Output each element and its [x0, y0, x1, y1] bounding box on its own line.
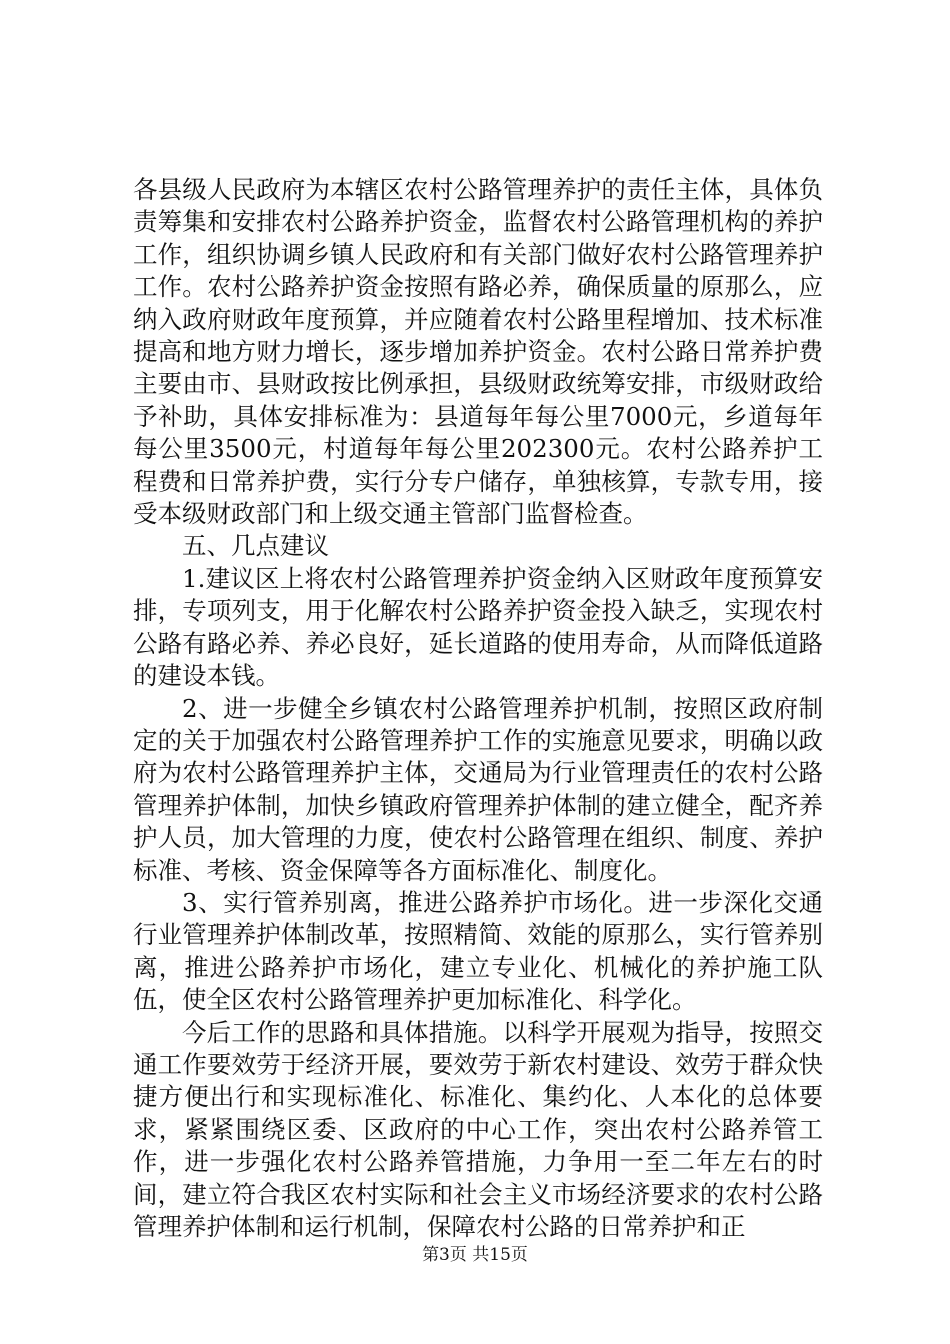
paragraph-future-work: 今后工作的思路和具体措施。以科学开展观为指导，按照交通工作要效劳于经济开展，要效劳于新农村建设、效劳于群众快捷方便出行和实现标准化、标准化、集约化、人本化的总体要求，紧紧围绕区委、区政府的中心工作，突出农村公路养管工作，进一步强化农村公路养管措施，力争用一至二年左右的时间，建立符合我区农村实际和社会主义市场经济要求的农村公路管理养护体制和运行机制，保障农村公路的日常养护和正 [133, 1017, 823, 1241]
paragraph-suggestion-2: 2、进一步健全乡镇农村公路管理养护机制，按照区政府制定的关于加强农村公路管理养护工作的实施意见要求，明确以政府为农村公路管理养护主体，交通局为行业管理责任的农村公路管理养护体制，加快乡镇政府管理养护体制的建立健全，配齐养护人员，加大管理的力度，使农村公路管理在组织、制度、养护标准、考核、资金保障等各方面标准化、制度化。 [133, 693, 823, 885]
paragraph-suggestion-3: 3、实行管养别离，推进公路养护市场化。进一步深化交通行业管理养护体制改革，按照精简、效能的原那么，实行管养别离，推进公路养护市场化，建立专业化、机械化的养护施工队伍，使全区农村公路管理养护更加标准化、科学化。 [133, 887, 823, 1015]
paragraph-funding-responsibility: 各县级人民政府为本辖区农村公路管理养护的责任主体，具体负责筹集和安排农村公路养护资金，监督农村公路管理机构的养护工作，组织协调乡镇人民政府和有关部门做好农村公路管理养护工作。农村公路养护资金按照有路必养，确保质量的原那么，应纳入政府财政年度预算，并应随着农村公路里程增加、技术标准提高和地方财力增长，逐步增加养护资金。农村公路日常养护费主要由市、县财政按比例承担，县级财政统筹安排，市级财政给予补助，具体安排标准为：县道每年每公里7000元，乡道每年每公里3500元，村道每年每公里202300元。农村公路养护工程费和日常养护费，实行分专户储存，单独核算，专款专用，接受本级财政部门和上级交通主管部门监督检查。 [133, 175, 823, 529]
paragraph-suggestion-1: 1.建议区上将农村公路管理养护资金纳入区财政年度预算安排，专项列支，用于化解农村公路养护资金投入缺乏，实现农村公路有路必养、养必良好，延长道路的使用寿命，从而降低道路的建设本钱。 [133, 563, 823, 691]
section-heading-suggestions: 五、几点建议 [182, 531, 329, 561]
document-body [133, 174, 823, 1243]
page-number-footer: 第3页 共15页 [422, 1245, 528, 1265]
